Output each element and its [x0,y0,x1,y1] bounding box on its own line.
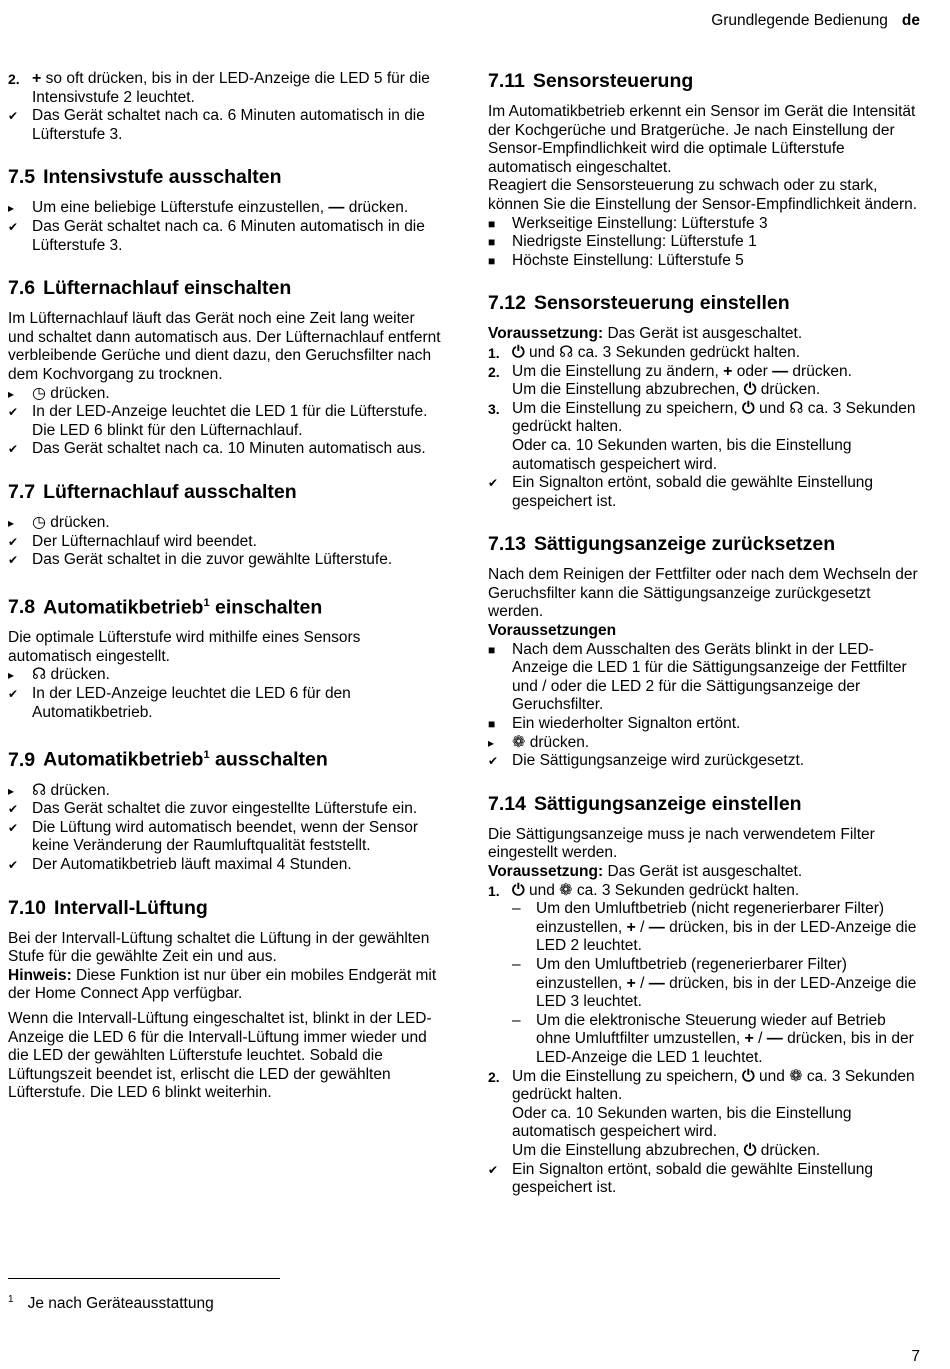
minus-icon: — [328,199,345,217]
section-7-10 [8,897,444,1103]
intro-text: Die optimale Lüfterstufe wird mithilfe eines Sensors automatisch eingestellt. [8,629,361,665]
footnote-text: Je nach Geräteausstattung [27,1295,214,1313]
intro-text: Bei der Intervall-Lüftung schaltet die Lüftung in der gewählten Stufe für die gewählte Zeit ein und aus. [8,929,430,966]
check-icon: ✔ [8,534,19,549]
section-heading: 7.9 Automatikbetrieb$^1$ ausschalten [8,748,328,771]
arrow-icon: ▸ [488,735,495,750]
result-item: ✔ Das Gerät schaltet die zuvor eingestellte Lüfterstufe ein. [8,800,418,818]
sub-item: – Um den Umluftbetrieb (regenerierbarer Filter) einzustellen, + / — drücken, bis in der LED-Anzeige die LED 3 leuchtet. [512,955,917,1011]
section-heading: 7.12 Sensorsteuerung einstellen [488,292,790,315]
section-7-12 [488,292,924,511]
check-icon: ✔ [8,858,19,873]
arrow-icon: ▸ [8,201,15,216]
section-7-8 [8,592,444,722]
section-7-6 [8,277,444,459]
result-item: ✔ In der LED-Anzeige leuchtet die LED 6 für den Automatikbetrieb. [8,684,351,721]
check-icon: ✔ [8,442,19,457]
section-heading: 7.14 Sättigungsanzeige einstellen [488,792,802,815]
sensor-icon: ☊ [32,666,47,684]
plus-icon: + [744,1030,754,1048]
minus-icon: — [648,974,665,992]
prerequisite: Voraussetzung: Das Gerät ist ausgeschaltet. [488,325,803,343]
arrow-icon: ▸ [8,386,15,401]
result-item: ✔ Die Sättigungsanzeige wird zurückgesetzt. [488,752,805,770]
check-icon: ✔ [488,754,499,769]
section-heading: 7.11 Sensorsteuerung [488,70,694,92]
step-2: 2. Um die Einstellung zu speichern, ⏻ und ❁ ca. 3 Sekunden gedrückt halten. Oder ca. 10 Sekunden warten, bis die Einstellung automatisch gespeichert wird. Um die Einstellung abzubrechen, ⏻ drücken. [488,1067,915,1159]
result-item: ✔ Das Gerät schaltet nach ca. 6 Minuten automatisch in die Lüfterstufe 3. [8,217,425,254]
result-text: Das Gerät schaltet nach ca. 6 Minuten automatisch in die Lüfterstufe 3. [32,107,425,143]
section-7-14 [488,793,924,1198]
body-text: Wenn die Intervall-Lüftung eingeschaltet ist, blinkt in der LED-Anzeige die LED 6 für die Intervall-Lüftung immer wieder und die LED der gewählten Lüfterstufe leuchtet. Sobald die Lüftungszeit beendet ist, erlischt die LED der gewählten Lüfterstufe. Die LED 6 blinkt weiterhin. [8,1010,432,1102]
minus-icon: — [648,918,665,936]
action-item: ▸ ◷ drücken. [8,384,110,402]
footnote [8,1294,214,1313]
list-item: ■ Höchste Einstellung: Lüfterstufe 5 [488,251,744,269]
check-icon: ✔ [8,802,19,817]
section-7-13 [488,533,924,771]
section-7-5 [8,166,444,255]
saturation-icon: ❁ [789,1067,803,1085]
intro-text: Nach dem Reinigen der Fettfilter oder nach dem Wechseln der Geruchsfilter kann die Sättigungsanzeige zurückgesetzt werden. [488,566,918,621]
running-header [711,12,920,30]
sensor-icon: ☊ [789,399,804,417]
list-item: ■ Ein wiederholter Signalton ertönt. [488,715,741,733]
square-bullet-icon: ■ [488,235,496,250]
footnote-divider [8,1278,280,1279]
plus-icon: + [32,70,42,87]
step-2 [8,70,444,107]
check-icon: ✔ [488,1162,499,1177]
page-number: 7 [911,1348,920,1365]
list-item: ■ Nach dem Ausschalten des Geräts blinkt in der LED-Anzeige die LED 1 für die Sättigungsanzeige der Fettfilter und / oder die LED 2 für die Sättigungsanzeige der Geruchsfilter. [488,640,907,714]
left-column [8,70,444,1103]
square-bullet-icon: ■ [488,642,496,657]
section-7-11 [488,70,924,270]
action-item: ▸ ◷ drücken. [8,513,110,531]
section-heading: 7.13 Sättigungsanzeige zurücksetzen [488,533,836,556]
plus-icon: + [723,362,733,380]
result-item: ✔ Der Lüfternachlauf wird beendet. [8,532,257,550]
minus-icon: — [772,362,789,380]
footnote-mark: 1 [8,1294,14,1305]
step-1: 1. ⏻ und ❁ ca. 3 Sekunden gedrückt halten. [488,881,800,899]
dash-bullet: – [512,900,521,918]
result-item: ✔ In der LED-Anzeige leuchtet die LED 1 für die Lüfterstufe. Die LED 6 blinkt für den Lüfternachlauf. [8,403,428,439]
result-item: ✔ Ein Signalton ertönt, sobald die gewählte Einstellung gespeichert ist. [488,1160,874,1197]
section-title: Grundlegende Bedienung [711,12,888,29]
intro-text: Im Lüfternachlauf läuft das Gerät noch eine Zeit lang weiter und schaltet dann automatisch aus. Der Lüfternachlauf entfernt verbleibende Gerüche und dient dazu, den Geruchsfilter nach dem Kochvorgang zu trocknen. [8,310,441,383]
sensor-icon: ☊ [559,343,574,361]
action-item: ▸ ☊ drücken. [8,666,110,684]
body-text: Reagiert die Sensorsteuerung zu schwach oder zu stark, können Sie die Einstellung der Sensor-Empfindlichkeit ändern. [488,177,918,213]
result-item [8,107,444,144]
section-heading: 7.5 Intensivstufe ausschalten [8,166,282,189]
section-heading: 7.8 Automatikbetrieb$^1$ einschalten [8,596,323,619]
square-bullet-icon: ■ [488,717,496,732]
timer-icon: ◷ [32,384,46,402]
result-item: ✔ Die Lüftung wird automatisch beendet, wenn der Sensor keine Veränderung der Raumluftqualität feststellt. [8,818,419,855]
sensor-icon: ☊ [32,781,47,799]
body-text: Im Automatikbetrieb erkennt ein Sensor im Gerät die Intensität der Kochgerüche und Bratgerüche. Je nach Einstellung der Sensor-Empfindlichkeit wird die optimale Lüfterstufe automatisch eingeschaltet. [488,103,916,176]
check-icon: ✔ [8,405,19,420]
check-icon: ✔ [8,219,19,234]
check-icon: ✔ [8,553,19,568]
step-3: 3. Um die Einstellung zu speichern, ⏻ und ☊ ca. 3 Sekunden gedrückt halten. Oder ca. 10 Sekunden warten, bis die Einstellung automatisch gespeichert wird. [488,399,916,473]
list-item: ■ Werkseitige Einstellung: Lüfterstufe 3 [488,214,768,232]
power-icon: ⏻ [742,399,755,417]
section-7-7 [8,481,444,570]
list-item: ■ Niedrigste Einstellung: Lüfterstufe 1 [488,233,757,251]
result-item: ✔ Ein Signalton ertönt, sobald die gewählte Einstellung gespeichert ist. [488,474,874,510]
check-icon: ✔ [488,476,499,491]
action-item: ▸ ❁ drücken. [488,733,590,751]
check-icon: ✔ [8,686,19,701]
result-item: ✔ Das Gerät schaltet nach ca. 10 Minuten automatisch aus. [8,440,426,458]
action-item: ▸ ☊ drücken. [8,781,110,799]
arrow-icon: ▸ [8,783,15,798]
arrow-icon: ▸ [8,668,15,683]
sub-item: – Um den Umluftbetrieb (nicht regenerierbarer Filter) einzustellen, + / — drücken, bis in der LED-Anzeige die LED 2 leuchtet. [512,900,917,955]
prerequisites-label: Voraussetzungen [488,622,617,640]
step-text: so oft drücken, bis in der LED-Anzeige die LED 5 für die Intensivstufe 2 leuchtet. [32,70,430,106]
saturation-icon: ❁ [559,881,573,899]
language-code: de [901,12,920,29]
square-bullet-icon: ■ [488,253,496,268]
check-icon: ✔ [8,820,19,835]
power-icon: ⏻ [512,343,525,361]
right-column [488,70,924,1198]
step-number: 2. [8,71,20,87]
power-icon: ⏻ [743,1141,757,1159]
result-item: ✔ Das Gerät schaltet in die zuvor gewählte Lüfterstufe. [8,551,393,569]
power-icon: ⏻ [512,881,525,899]
arrow-icon: ▸ [8,515,15,530]
check-icon: ✔ [8,109,19,124]
action-item: ▸ Um eine beliebige Lüfterstufe einzustellen, — drücken. [8,199,409,217]
section-heading: 7.10 Intervall-Lüftung [8,896,208,919]
sub-item: – Um die elektronische Steuerung wieder auf Betrieb ohne Umluftfilter umzustellen, + / — drücken, bis in der LED-Anzeige die LED 1 leuchtet. [512,1011,914,1066]
square-bullet-icon: ■ [488,216,496,231]
power-icon: ⏻ [742,1067,755,1085]
step-1: 1. ⏻ und ☊ ca. 3 Sekunden gedrückt halten. [488,343,801,361]
saturation-icon: ❁ [512,733,526,751]
section-heading: 7.6 Lüfternachlauf einschalten [8,277,292,300]
dash-bullet: – [512,1011,521,1029]
prerequisite: Voraussetzung: Das Gerät ist ausgeschaltet. [488,863,803,880]
intro-text: Die Sättigungsanzeige muss je nach verwendetem Filter eingestellt werden. [488,825,875,862]
dash-bullet: – [512,955,521,973]
section-heading: 7.7 Lüfternachlauf ausschalten [8,480,297,503]
timer-icon: ◷ [32,513,46,531]
step-2: 2. Um die Einstellung zu ändern, + oder — drücken. Um die Einstellung abzubrechen, ⏻ drücken. [488,362,852,399]
plus-icon: + [626,918,636,936]
section-7-9 [8,744,444,874]
plus-icon: + [626,974,636,992]
minus-icon: — [766,1030,783,1048]
note: Hinweis: Diese Funktion ist nur über ein mobiles Endgerät mit der Home Connect App verfügbar. [8,966,437,1003]
result-item: ✔ Der Automatikbetrieb läuft maximal 4 Stunden. [8,856,352,874]
power-icon: ⏻ [743,381,757,399]
